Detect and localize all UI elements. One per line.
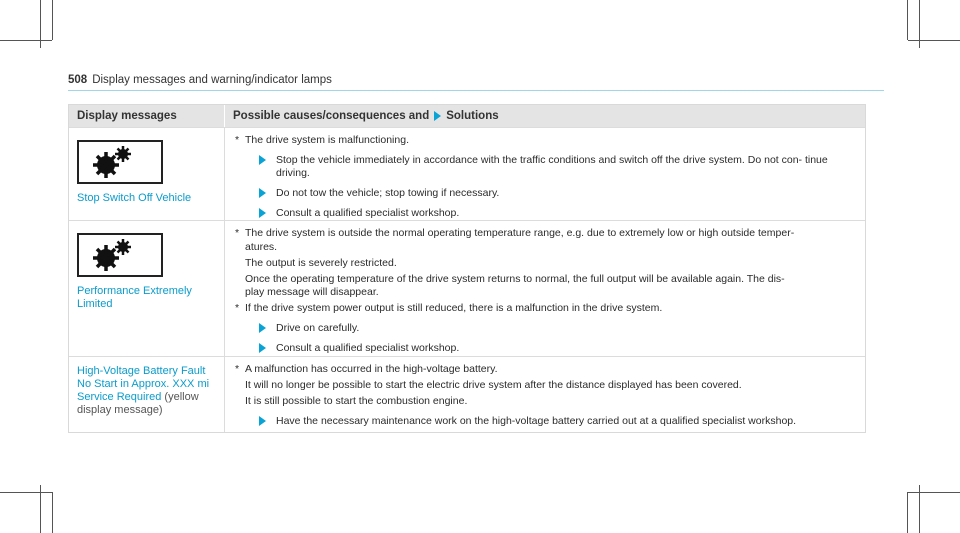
cause-text: The drive system is outside the normal operating temperature range, e.g. due to extremely low or high outside temper- — [245, 227, 795, 239]
display-message-line: Service Required — [77, 391, 162, 403]
message-cell — [69, 128, 225, 220]
cause-text: If the drive system power output is still reduced, there is a malfunction in the drive system. — [245, 302, 663, 314]
solutions-cell — [225, 357, 865, 432]
display-message-line: High-Voltage Battery Fault — [77, 365, 206, 377]
table-row — [69, 220, 865, 356]
crop-mark — [0, 40, 52, 41]
play-triangle-icon — [434, 111, 441, 121]
table-header — [69, 105, 865, 127]
cause-text: atures. — [245, 241, 278, 253]
solution-step: Consult a qualified specialist workshop. — [276, 342, 460, 354]
message-note: (yellow — [161, 391, 199, 403]
bullet: * — [235, 134, 240, 146]
crop-mark — [907, 0, 908, 40]
crop-mark — [908, 40, 960, 41]
col-header-display-messages: Display messages — [69, 105, 225, 127]
solution-step: Have the necessary maintenance work on the high-voltage battery carried out at a qualified specialist workshop. — [276, 415, 797, 427]
display-message: Stop Switch Off Vehicle — [77, 192, 192, 204]
cause-text: The output is severely restricted. — [245, 257, 397, 269]
crop-mark — [908, 492, 960, 493]
solutions-cell — [225, 128, 865, 220]
col-header-causes-label: Possible causes/consequences and — [233, 110, 430, 122]
play-triangle-icon — [259, 155, 266, 165]
bullet: * — [235, 227, 240, 239]
cause-text: A malfunction has occurred in the high-voltage battery. — [245, 363, 498, 375]
table-row — [69, 356, 865, 432]
page-number: 508 — [68, 74, 88, 86]
bullet: * — [235, 363, 240, 375]
play-triangle-icon — [259, 343, 266, 353]
play-triangle-icon — [259, 188, 266, 198]
header-divider — [68, 90, 884, 91]
solution-step: Do not tow the vehicle; stop towing if necessary. — [276, 187, 500, 199]
cause-text: Once the operating temperature of the drive system returns to normal, the full output will be available again. The dis- — [245, 273, 785, 285]
crop-mark — [0, 492, 52, 493]
solution-step: Consult a qualified specialist workshop. — [276, 207, 460, 219]
display-message-line: Limited — [77, 298, 113, 310]
message-cell — [69, 357, 225, 432]
display-message-line: No Start in Approx. XXX mi — [77, 378, 210, 390]
play-triangle-icon — [259, 416, 266, 426]
cause-text: It is still possible to start the combustion engine. — [245, 395, 468, 407]
page-title: Display messages and warning/indicator lamps — [92, 74, 332, 86]
message-cell — [69, 221, 225, 356]
gear-warning-icon — [77, 140, 163, 184]
solutions-cell — [225, 221, 865, 356]
play-triangle-icon — [259, 323, 266, 333]
crop-mark — [52, 0, 53, 40]
crop-mark — [52, 492, 53, 533]
message-note: display message) — [77, 404, 163, 416]
solution-step: Stop the vehicle immediately in accordance with the traffic conditions and switch off the drive system. Do not con- tinue driving. — [276, 154, 828, 179]
page-header — [68, 74, 332, 86]
messages-table — [68, 104, 866, 433]
cause-text: play message will disappear. — [245, 286, 379, 298]
crop-mark — [907, 492, 908, 533]
solution-step: Drive on carefully. — [276, 322, 360, 334]
table-row — [69, 127, 865, 220]
play-triangle-icon — [259, 208, 266, 218]
col-header-causes — [225, 105, 865, 127]
col-header-solutions-label: Solutions — [446, 110, 499, 122]
display-message-line: Performance Extremely — [77, 285, 192, 297]
bullet: * — [235, 302, 240, 314]
cause-text: The drive system is malfunctioning. — [245, 134, 409, 146]
gear-warning-icon — [77, 233, 163, 277]
cause-text: It will no longer be possible to start the electric drive system after the distance displayed has been covered. — [245, 379, 742, 391]
